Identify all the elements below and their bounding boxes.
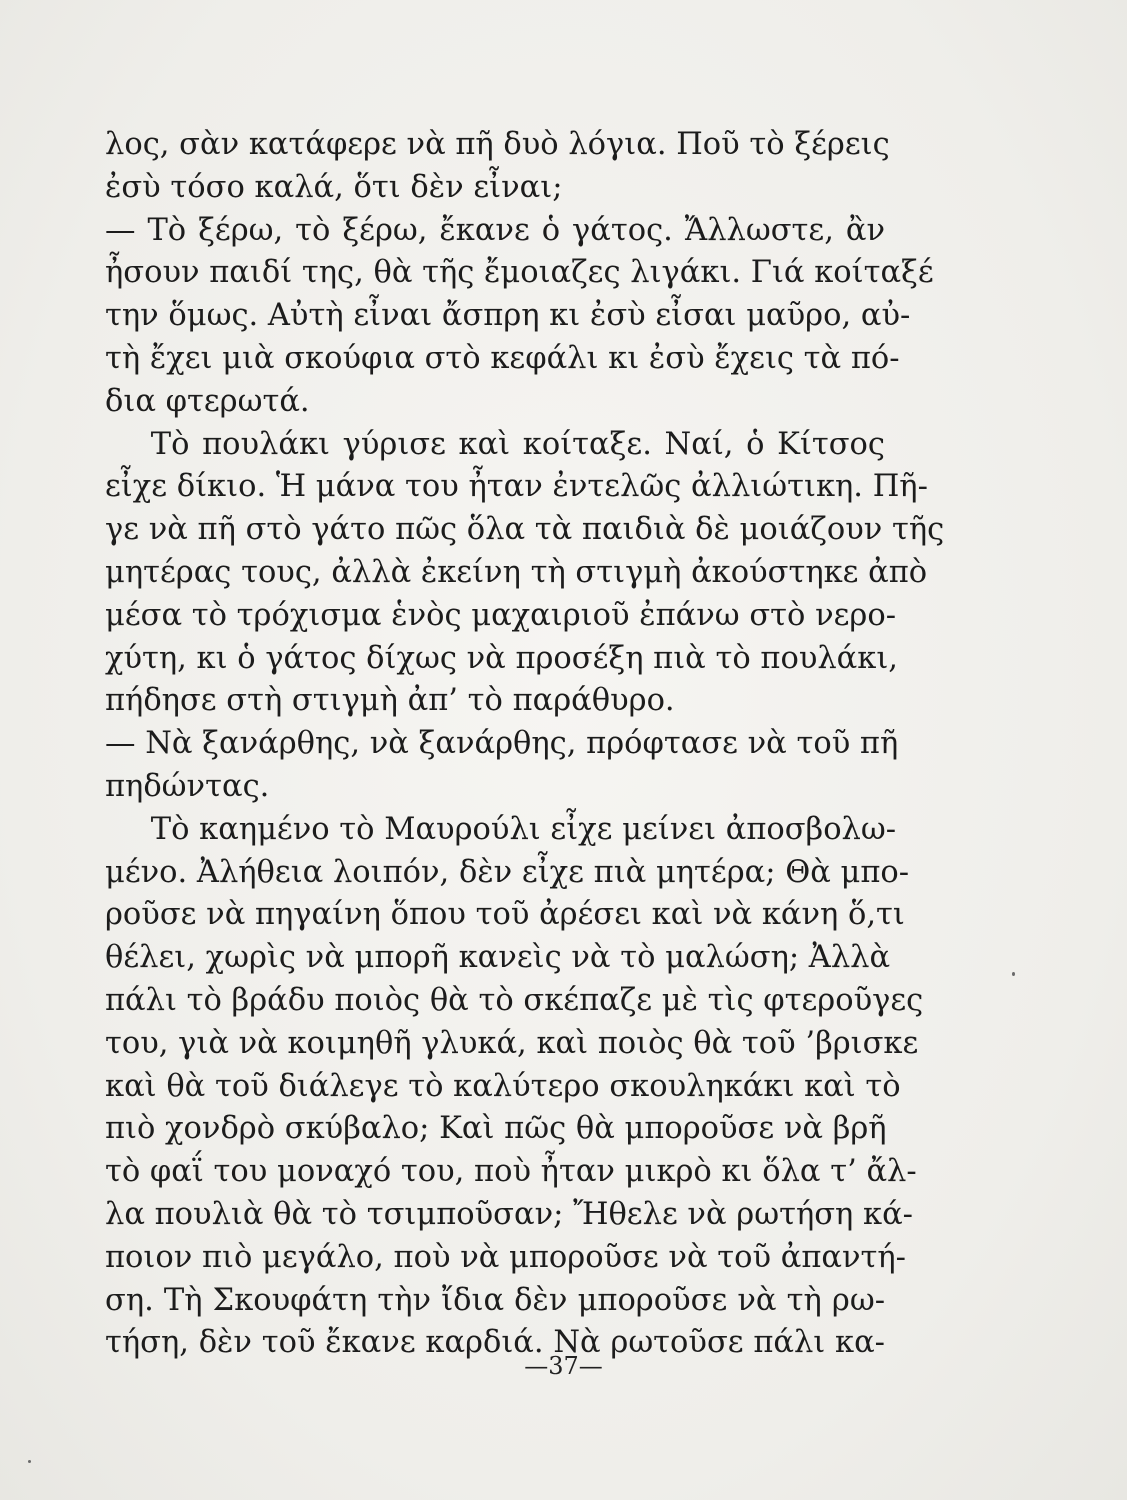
text-line: ροῦσε νὰ πηγαίνη ὅπου τοῦ ἀρέσει καὶ νὰ κάνη ὅ,τι xyxy=(105,897,905,933)
text-line: μέσα τὸ τρόχισμα ἑνὸς μαχαιριοῦ ἐπάνω στὸ νερο- xyxy=(105,597,897,633)
text-line: Τὸ πουλάκι γύρισε καὶ κοίταξε. Ναί, ὁ Κίτσος xyxy=(150,426,885,462)
text-line: τὸ φαΐ του μοναχό του, ποὺ ἦταν μικρὸ κι ὅλα τ’ ἄλ- xyxy=(105,1154,917,1190)
page-number: —37— xyxy=(524,1352,603,1380)
text-line: πηδώντας. xyxy=(105,768,270,804)
text-line: την ὅμως. Αὐτὴ εἶναι ἄσπρη κι ἐσὺ εἶσαι μαῦρο, αὐ- xyxy=(105,298,911,334)
text-line: γε νὰ πῆ στὸ γάτο πῶς ὅλα τὰ παιδιὰ δὲ μοιάζουν τῆς xyxy=(105,512,945,548)
text-line: του, γιὰ νὰ κοιμηθῆ γλυκά, καὶ ποιὸς θὰ τοῦ ’βρισκε xyxy=(105,1025,919,1061)
text-line: ποιον πιὸ μεγάλο, ποὺ νὰ μποροῦσε νὰ τοῦ ἀπαντή- xyxy=(105,1239,906,1275)
paper-speck xyxy=(28,1460,31,1463)
text-line: πάλι τὸ βράδυ ποιὸς θὰ τὸ σκέπαζε μὲ τὶς φτεροῦγες xyxy=(105,982,924,1018)
text-line: μητέρας τους, ἀλλὰ ἐκείνη τὴ στιγμὴ ἀκούστηκε ἀπὸ xyxy=(105,554,928,590)
text-line: ἐσὺ τόσο καλά, ὅτι δὲν εἶναι; xyxy=(105,169,563,205)
text-line: λα πουλιὰ θὰ τὸ τσιμποῦσαν; Ἤθελε νὰ ρωτήση κά- xyxy=(105,1196,913,1232)
text-line: θέλει, χωρὶς νὰ μπορῆ κανεὶς νὰ τὸ μαλώση; Ἀλλὰ xyxy=(105,940,891,976)
text-line: — Τὸ ξέρω, τὸ ξέρω, ἔκανε ὁ γάτος. Ἄλλωστε, ἂν xyxy=(105,212,885,248)
text-line: λος, σὰν κατάφερε νὰ πῆ δυὸ λόγια. Ποῦ τὸ ξέρεις xyxy=(105,127,890,162)
text-line: καὶ θὰ τοῦ διάλεγε τὸ καλύτερο σκουληκάκι καὶ τὸ xyxy=(105,1068,901,1104)
text-line: τὴ ἔχει μιὰ σκούφια στὸ κεφάλι κι ἐσὺ ἔχεις τὰ πό- xyxy=(105,340,900,376)
text-line: Τὸ καημένο τὸ Μαυρούλι εἶχε μείνει ἀποσβολω- xyxy=(150,811,897,847)
text-line: μένο. Ἀλήθεια λοιπόν, δὲν εἶχε πιὰ μητέρα; Θὰ μπο- xyxy=(105,854,910,890)
text-line: δια φτερωτά. xyxy=(105,383,310,419)
text-line: τήση, δὲν τοῦ ἔκανε καρδιά. Νὰ ρωτοῦσε πάλι κα- xyxy=(105,1325,885,1361)
text-line: πιὸ χονδρὸ σκύβαλο; Καὶ πῶς θὰ μποροῦσε νὰ βρῆ xyxy=(105,1111,887,1147)
body-text xyxy=(105,124,945,1365)
text-line: εἶχε δίκιο. Ἡ μάνα του ἦταν ἐντελῶς ἀλλιώτικη. Πῆ- xyxy=(105,469,928,505)
text-line: ση. Τὴ Σκουφάτη τὴν ἴδια δὲν μποροῦσε νὰ τὴ ρω- xyxy=(105,1282,885,1318)
text-line: — Νὰ ξανάρθης, νὰ ξανάρθης, πρόφτασε νὰ τοῦ πῆ xyxy=(105,726,899,762)
text-line: πήδησε στὴ στιγμὴ ἀπ’ τὸ παράθυρο. xyxy=(105,683,675,719)
text-line: χύτη, κι ὁ γάτος δίχως νὰ προσέξη πιὰ τὸ πουλάκι, xyxy=(105,640,898,676)
text-line: ἦσουν παιδί της, θὰ τῆς ἔμοιαζες λιγάκι. Γιά κοίταξέ xyxy=(105,255,934,291)
paper-speck xyxy=(1012,972,1015,976)
